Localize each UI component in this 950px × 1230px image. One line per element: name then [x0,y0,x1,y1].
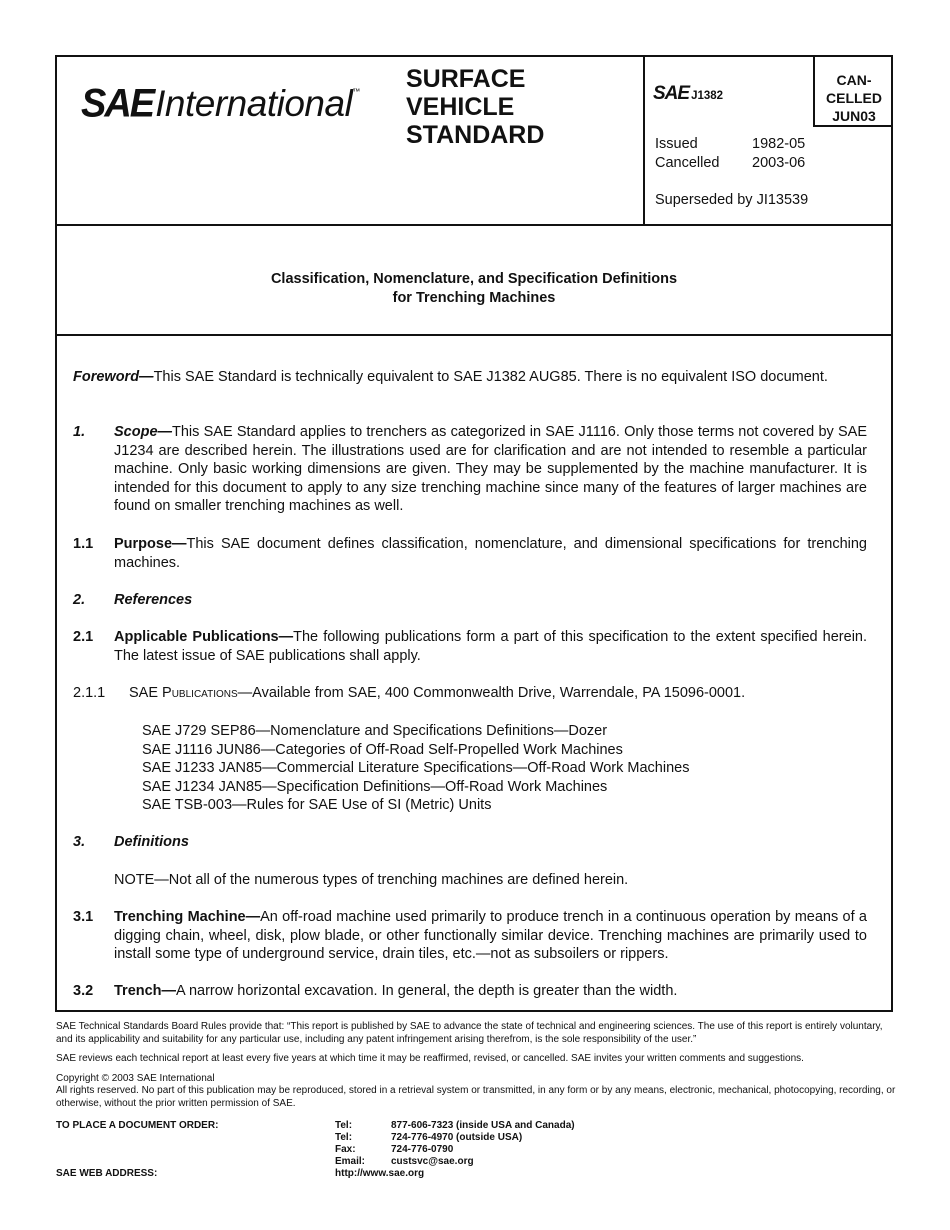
document-type: SURFACE VEHICLE STANDARD [406,65,545,149]
footer-review: SAE reviews each technical report at least every five years at which time it may be reaffirmed, revised, or cancelled. SAE invites your written comments and suggestions. [56,1053,804,1064]
contact-value: 724-776-0790 [391,1144,454,1155]
list-item: SAE J1234 JAN85—Specification Definitions—Off-Road Work Machines [142,778,608,795]
section-number: 1.1 [73,536,94,552]
footer-copyright: Copyright © 2003 SAE International [56,1073,215,1084]
contact-label: Tel: [335,1120,353,1131]
contact-label: Fax: [335,1144,356,1155]
list-item: SAE J1233 JAN85—Commercial Literature Specifications—Off-Road Work Machines [142,760,690,776]
section-definitions: Definitions [114,834,189,850]
definition-trenching-machine: Trenching Machine—An off-road machine used primarily to produce trench in a continuous operation by means of a digging chain, wheel, disk, plow blade, or other functionally similar device. Trenching machines are primarily used to install some type of underground service, drain tiles, etc.—not as subsoilers or rippers. [114,909,867,962]
section-number: 3.2 [73,983,94,999]
document-number: SAE J1382 [653,83,724,104]
section-number: 1. [73,424,86,440]
definition-trench: Trench—A narrow horizontal excavation. In general, the depth is greater than the width. [114,983,678,999]
section-scope: Scope—This SAE Standard applies to trenchers as categorized in SAE J1116. Only those terms not covered by SAE J1234 are described herein. The illustrations used are for clarification and are not intended to resemble a particular machine. Only basic working dimensions are given. They may be supplemented by the machine manufacturer. It is intended for this document to apply to any size trenching machine since many of the features of larger machines are found on smaller trenching machines as well. [114,424,867,514]
footer-rules: SAE Technical Standards Board Rules provide that: “This report is published by SAE to advance the state of technical and engineering sciences. The use of this report is entirely voluntary, and its applicability and suitability for any particular use, including any patent infringement arising therefrom, is the sole responsibility of the user.” [56,1021,883,1045]
sae-small-logo: SAE [653,83,690,104]
header-divider [643,57,645,224]
section-sae-publications: SAE Publications—Available from SAE, 400 Commonwealth Drive, Warrendale, PA 15096-0001. [129,685,746,701]
contact-value: 724-776-4970 (outside USA) [391,1132,523,1143]
definitions-note: NOTE—Not all of the numerous types of trenching machines are defined herein. [114,872,629,888]
section-purpose: Purpose—This SAE document defines classification, nomenclature, and dimensional specifications for trenching machines. [114,536,867,571]
document-title: Classification, Nomenclature, and Specification Definitions for Trenching Machines [57,224,891,336]
section-number: 2.1.1 [73,685,106,701]
issue-info: Issued 1982-05 Cancelled 2003-06 Superseded by JI13539 [655,136,809,208]
section-number: 3. [73,834,86,850]
contact-label: Email: [335,1156,366,1167]
web-label: SAE WEB ADDRESS: [56,1168,158,1179]
contact-label: Tel: [335,1132,353,1143]
superseded-by: Superseded by JI13539 [655,192,809,208]
section-number: 2.1 [73,629,94,645]
section-number: 2. [73,592,86,608]
list-item: SAE J729 SEP86—Nomenclature and Specifications Definitions—Dozer [142,723,608,739]
list-item: SAE J1116 JUN86—Categories of Off-Road Self-Propelled Work Machines [142,741,623,758]
document-frame [55,55,893,1012]
foreword: Foreword—This SAE Standard is technically equivalent to SAE J1382 AUG85. There is no equivalent ISO document. [73,369,828,385]
web-address-link[interactable]: http://www.sae.org [335,1168,425,1179]
section-references: References [114,592,193,608]
section-number: 3.1 [73,909,94,925]
contact-value: 877-606-7323 (inside USA and Canada) [391,1120,575,1131]
footer-rights: All rights reserved. No part of this publication may be reproduced, stored in a retrieval system or transmitted, in any form or by any means, electronic, mechanical, photocopying, recording, or otherwise, without the prior written permission of SAE. [56,1085,896,1109]
cancelled-status-box: CAN- CELLED JUN03 [813,57,893,127]
order-label: TO PLACE A DOCUMENT ORDER: [56,1120,219,1131]
header [57,57,891,226]
list-item: SAE TSB-003—Rules for SAE Use of SI (Metric) Units [142,797,492,813]
section-applicable-publications: Applicable Publications—The following publications form a part of this specification to the extent specified herein. The latest issue of SAE publications shall apply. [114,629,868,664]
reference-list [142,722,689,815]
sae-international-logo: SAEInternational™ [81,81,361,127]
email-link[interactable]: custsvc@sae.org [391,1156,474,1167]
